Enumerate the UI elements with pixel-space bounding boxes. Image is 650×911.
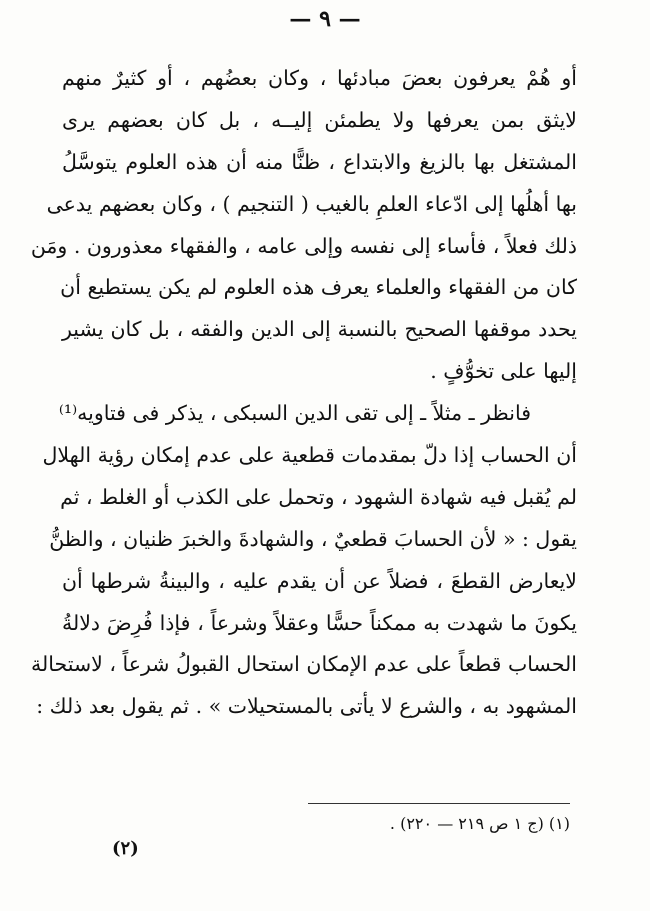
text-line: بها أهلُها إلى ادّعاء العلمِ بالغيب ( التنجيم ) ، وكان بعضهم يدعى — [46, 191, 577, 216]
page-number: — ٩ — — [289, 6, 361, 32]
text-line: يكونَ ما شهدت به ممكناً حسًّا وعقلاً وشرعاً ، فإذا فُرِضَ دلالةُ — [62, 610, 577, 635]
text-line: إليها على تخوُّفٍ . — [430, 359, 577, 384]
text-line: فانظر ـ مثلاً ـ إلى تقى الدين السبكى ، يذكر فى فتاويه⁽¹⁾ — [58, 401, 531, 426]
text-line: أو هُمْ يعرفون بعضَ مبادئها ، وكان بعضُهم ، أو كثيرٌ منهم — [62, 66, 577, 90]
signature-mark: (٢) — [112, 838, 139, 859]
text-line: الحساب قطعاً على عدم الإمكان استحال القبولُ شرعاً ، لاستحالة — [31, 652, 577, 677]
text-line: أن الحساب إذا دلّ بمقدمات قطعية على عدم إمكان رؤية الهلال — [42, 443, 577, 468]
text-line: المشهود به ، والشرع لا يأتى بالمستحيلات » . ثم يقول بعد ذلك : — [36, 694, 577, 719]
text-line: كان من الفقهاء والعلماء يعرف هذه العلوم لم يكن يستطيع أن — [60, 275, 577, 300]
body-text — [30, 58, 577, 728]
text-line: ذلك فعلاً ، فأساء إلى نفسه وإلى عامه ، والفقهاء معذورون . ومَن — [30, 233, 577, 258]
text-line: لم يُقبل فيه شهادة الشهود ، وتحمل على الكذب أو الغلط ، ثم — [60, 484, 577, 509]
text-line: لايثق بمن يعرفها ولا يطمئن إليــه ، بل كان بعضهم يرى — [62, 107, 577, 132]
footnote-rule — [308, 803, 570, 804]
text-line: يقول : « لأن الحسابَ قطعيٌ ، والشهادةَ والخبرَ ظنيان ، والظنُّ — [49, 526, 577, 551]
text-line: لايعارض القطعَ ، فضلاً عن أن يقدم عليه ، والبينةُ شرطها أن — [62, 568, 577, 593]
footnote: (١) (ج ١ ص ٢١٩ — ٢٢٠) . — [389, 814, 570, 833]
text-line: يحدد موقفها الصحيح بالنسبة إلى الدين والفقه ، بل كان يشير — [62, 317, 577, 342]
text-line: المشتغل بها بالزيغ والابتداع ، ظنًّا منه أن هذه العلوم يتوسَّلُ — [62, 149, 577, 174]
